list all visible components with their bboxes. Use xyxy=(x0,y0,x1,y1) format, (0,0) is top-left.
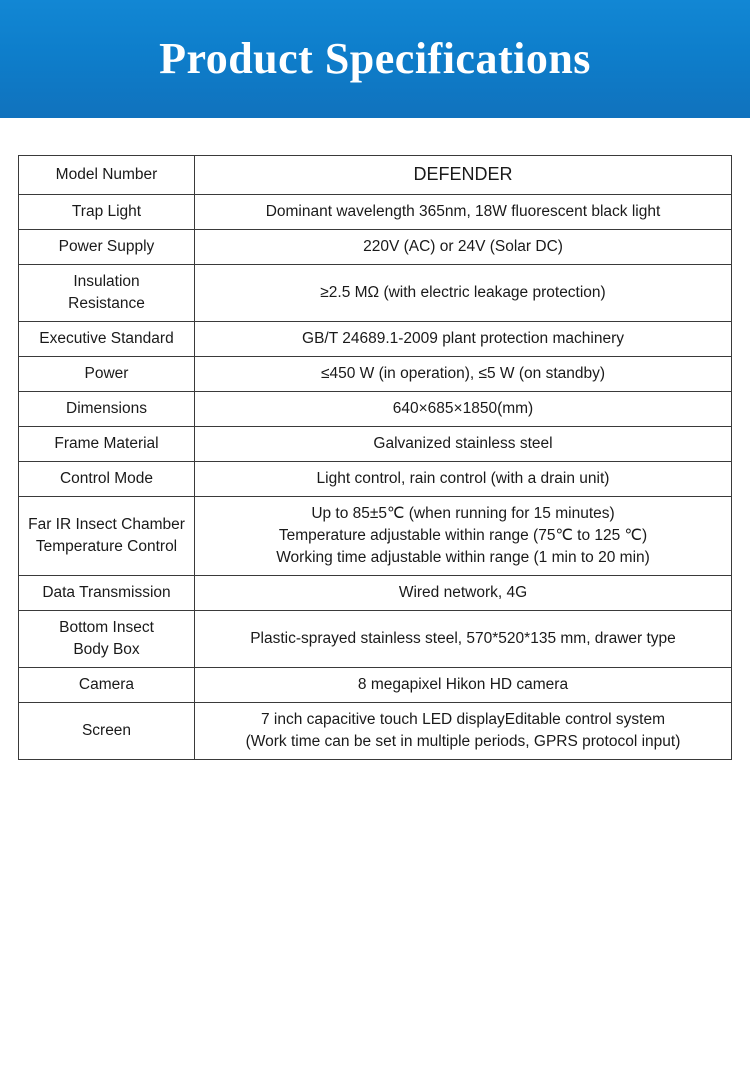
spec-value-cell xyxy=(195,426,732,461)
spec-label-cell xyxy=(19,194,195,229)
spec-value-cell xyxy=(195,321,732,356)
specifications-table xyxy=(18,155,732,760)
spec-value-cell xyxy=(195,391,732,426)
spec-label-line: Data Transmission xyxy=(42,583,171,601)
spec-label-cell xyxy=(19,321,195,356)
table-row xyxy=(19,194,732,229)
spec-value-line: 220V (AC) or 24V (Solar DC) xyxy=(363,237,563,255)
spec-value-cell xyxy=(195,264,732,321)
spec-label-line: Dimensions xyxy=(66,399,147,417)
spec-label-cell xyxy=(19,229,195,264)
spec-label-line: Power Supply xyxy=(58,237,155,255)
spec-label-cell xyxy=(19,264,195,321)
table-row xyxy=(19,610,732,667)
spec-value-line: GB/T 24689.1-2009 plant protection machinery xyxy=(302,329,624,347)
spec-label-line: Screen xyxy=(81,721,132,739)
page-header-band xyxy=(0,0,750,118)
table-row xyxy=(19,321,732,356)
spec-label-cell xyxy=(19,496,195,575)
spec-label-cell xyxy=(19,156,195,195)
spec-value-cell xyxy=(195,229,732,264)
table-row xyxy=(19,575,732,610)
spec-label-cell xyxy=(19,667,195,702)
spec-value-line: ≥2.5 MΩ (with electric leakage protection) xyxy=(320,283,606,301)
spec-value-line: Plastic-sprayed stainless steel, 570*520*135 mm, drawer type xyxy=(250,629,676,647)
spec-label-line: Executive Standard xyxy=(39,329,174,347)
spec-value-line: ≤450 W (in operation), ≤5 W (on standby) xyxy=(320,364,606,382)
spec-value-cell xyxy=(195,575,732,610)
spec-label-cell xyxy=(19,461,195,496)
table-row xyxy=(19,264,732,321)
spec-label-line: Bottom Insect xyxy=(59,618,154,636)
spec-value-line: 8 megapixel Hikon HD camera xyxy=(357,675,569,693)
spec-label-cell xyxy=(19,356,195,391)
spec-label-line: Far IR Insect Chamber xyxy=(28,515,185,533)
spec-label-cell xyxy=(19,426,195,461)
spec-label-line: Temperature Control xyxy=(35,537,178,555)
spec-value-line: Light control, rain control (with a drain unit) xyxy=(316,469,610,487)
spec-label-line: Resistance xyxy=(68,294,145,312)
spec-value-cell xyxy=(195,496,732,575)
spec-label-line: Control Mode xyxy=(59,469,154,487)
spec-value-cell xyxy=(195,356,732,391)
spec-value-cell xyxy=(195,667,732,702)
table-row xyxy=(19,391,732,426)
spec-label-cell xyxy=(19,391,195,426)
table-row xyxy=(19,156,732,195)
spec-value-cell xyxy=(195,156,732,195)
spec-value-line: 7 inch capacitive touch LED displayEditable control system xyxy=(260,710,666,728)
table-row xyxy=(19,461,732,496)
table-row xyxy=(19,229,732,264)
spec-value-line: Temperature adjustable within range (75℃ to 125 ℃) xyxy=(278,526,648,544)
spec-value-cell xyxy=(195,702,732,759)
spec-label-line: Body Box xyxy=(73,640,140,658)
table-row xyxy=(19,667,732,702)
spec-label-cell xyxy=(19,575,195,610)
spec-label-line: Model Number xyxy=(55,165,158,183)
spec-value-line: Up to 85±5℃ (when running for 15 minutes) xyxy=(311,504,615,522)
specifications-section xyxy=(0,118,750,760)
spec-label-cell xyxy=(19,610,195,667)
table-row xyxy=(19,496,732,575)
spec-value-line: Working time adjustable within range (1 min to 20 min) xyxy=(276,548,650,566)
spec-value-line: Wired network, 4G xyxy=(398,583,528,601)
spec-label-line: Frame Material xyxy=(54,434,159,452)
spec-value-line: (Work time can be set in multiple periods, GPRS protocol input) xyxy=(245,732,681,750)
spec-label-line: Power xyxy=(84,364,129,382)
spec-value-line: Dominant wavelength 365nm, 18W fluorescent black light xyxy=(265,202,661,220)
spec-label-line: Insulation xyxy=(73,272,140,290)
table-row xyxy=(19,702,732,759)
spec-label-line: Trap Light xyxy=(71,202,142,220)
spec-value-line: Galvanized stainless steel xyxy=(373,434,553,452)
spec-value-cell xyxy=(195,610,732,667)
spec-label-cell xyxy=(19,702,195,759)
spec-label-line: Camera xyxy=(78,675,135,693)
specifications-table-body xyxy=(19,156,732,760)
table-row xyxy=(19,426,732,461)
page-title: Product Specifications xyxy=(159,34,591,83)
spec-value-cell xyxy=(195,461,732,496)
spec-value-cell xyxy=(195,194,732,229)
table-row xyxy=(19,356,732,391)
spec-value-line: 640×685×1850(mm) xyxy=(392,399,534,417)
spec-value-line: DEFENDER xyxy=(413,164,513,184)
